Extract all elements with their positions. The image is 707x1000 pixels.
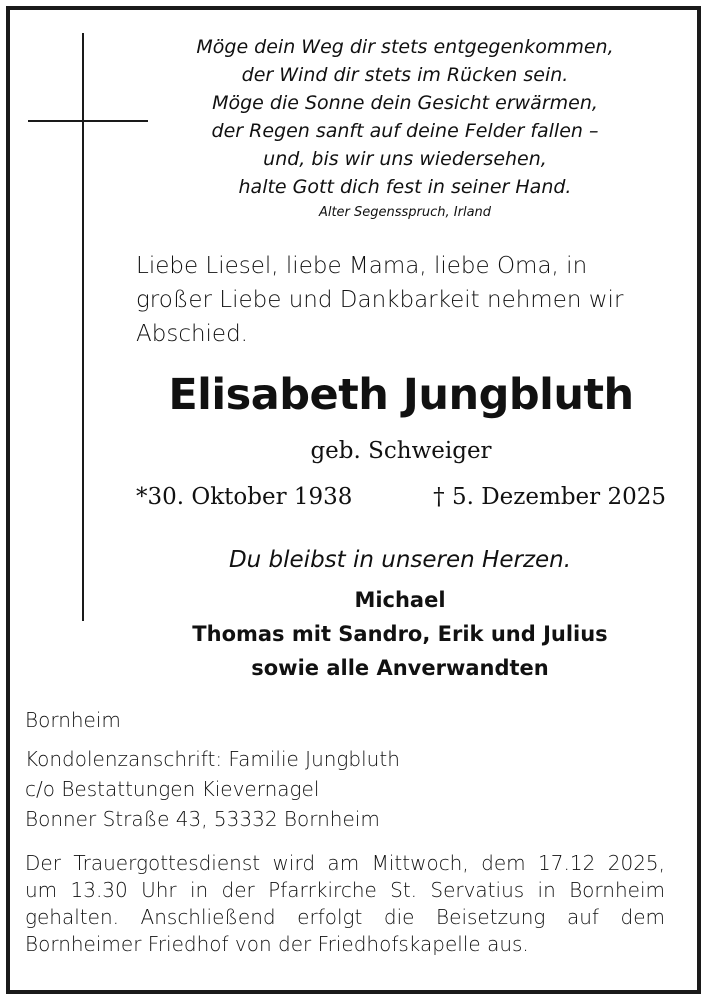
maiden-name: geb. Schweiger [310, 438, 492, 464]
town: Bornheim [25, 708, 121, 732]
address-line: c/o Bestattungen Kievernagel [25, 777, 320, 801]
poem-line: halte Gott dich fest in seiner Hand. [238, 176, 572, 198]
service-line: um 13.30 Uhr in der Pfarrkirche St. Servatius in Bornheim [25, 878, 665, 902]
service-line: gehalten. Anschließend erfolgt die Beisetzung auf dem [25, 905, 665, 929]
cross-icon-bar [28, 120, 148, 122]
intro-line: Abschied. [136, 321, 248, 347]
poem-source: Alter Segensspruch, Irland [318, 205, 492, 220]
intro-line: großer Liebe und Dankbarkeit nehmen wir [136, 287, 624, 313]
birth-date: *30. Oktober 1938 [136, 484, 353, 510]
poem [150, 33, 660, 201]
service-line: Der Trauergottesdienst wird am Mittwoch, dem 17.12 2025, [25, 851, 665, 875]
motto: Du bleibst in unseren Herzen. [228, 547, 572, 573]
poem-line: Möge die Sonne dein Gesicht erwärmen, [212, 92, 598, 114]
address-line: Bonner Straße 43, 53332 Bornheim [25, 807, 380, 831]
poem-line: und, bis wir uns wiedersehen, [263, 148, 547, 170]
mourner-line: Michael [354, 588, 446, 612]
address-line: Kondolenzanschrift: Familie Jungbluth [25, 747, 400, 771]
mourner-line: sowie alle Anverwandten [251, 656, 549, 680]
poem-line: der Regen sanft auf deine Felder fallen – [211, 120, 599, 142]
deceased-name: Elisabeth Jungbluth [168, 370, 634, 420]
service-info [25, 850, 665, 958]
condolence-address [25, 744, 525, 834]
mourner-line: Thomas mit Sandro, Erik und Julius [192, 622, 608, 646]
intro-text [136, 249, 666, 351]
service-line: Bornheimer Friedhof von der Friedhofskapelle aus. [25, 932, 529, 956]
poem-line: der Wind dir stets im Rücken sein. [241, 64, 569, 86]
mourners [150, 583, 650, 685]
death-date: † 5. Dezember 2025 [433, 484, 666, 510]
intro-line: Liebe Liesel, liebe Mama, liebe Oma, in [136, 253, 588, 279]
poem-line: Möge dein Weg dir stets entgegenkommen, [196, 36, 614, 58]
